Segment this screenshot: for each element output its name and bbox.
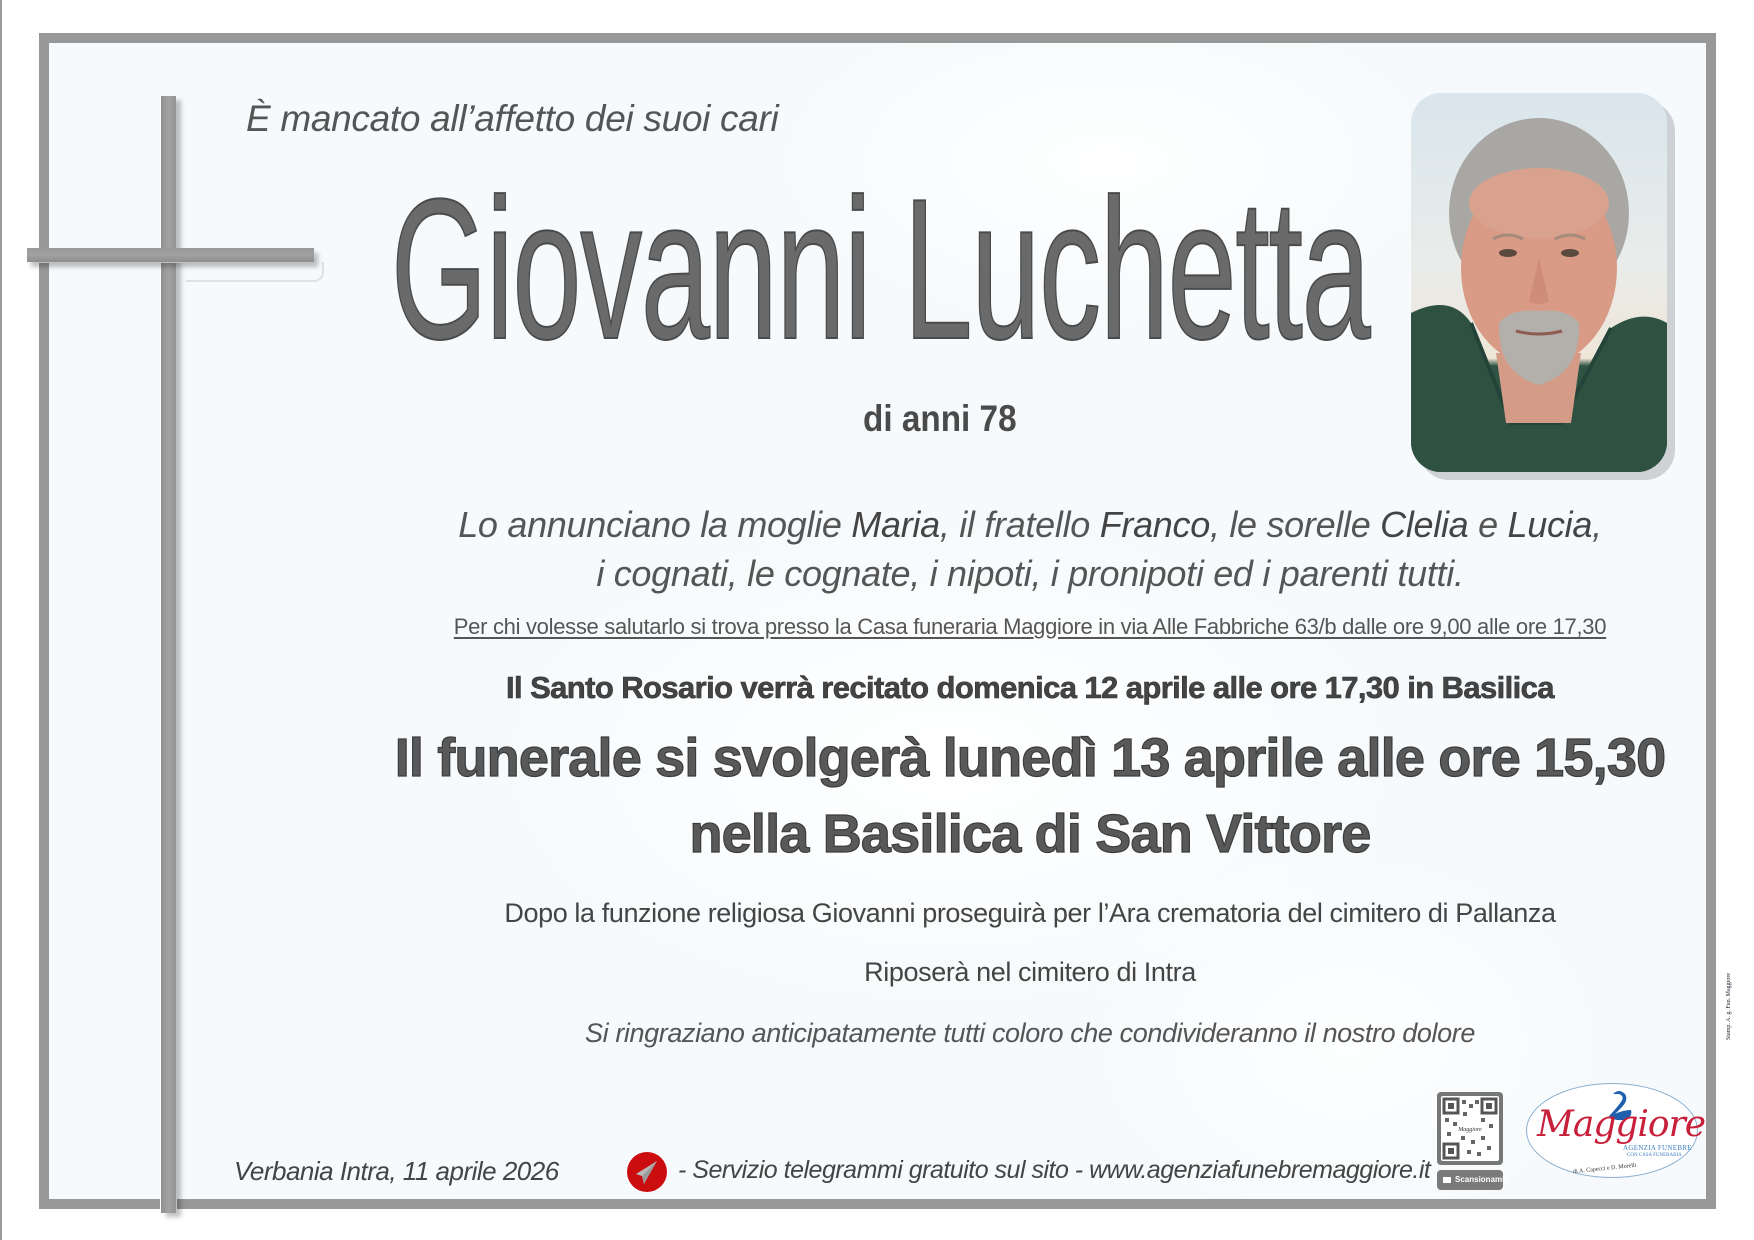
burial-info: Riposerà nel cimitero di Intra: [864, 957, 1196, 987]
announcement-text: , le sorelle: [1209, 504, 1381, 545]
portrait-photo: [1411, 93, 1667, 472]
paper-plane-icon: [627, 1152, 667, 1192]
family-member-sister-2: Lucia: [1507, 504, 1593, 545]
rosary-info: Il Santo Rosario verrà recitato domenica 12 aprile alle ore 17,30 in Basilica: [506, 670, 1554, 705]
telegram-paper-plane-icon[interactable]: [627, 1152, 667, 1192]
printer-stamp: Stamp. A. g. Fun. Maggiore: [1726, 973, 1732, 1040]
agency-logo: [1526, 1083, 1706, 1178]
announcement-text: , il fratello: [939, 504, 1100, 545]
scan-me-label: Scansionami!: [1455, 1175, 1508, 1184]
cross-icon-horizontal-bar: [27, 248, 314, 262]
logo-owners: di A. Capecci e D. Morelli: [1572, 1162, 1637, 1176]
family-member-wife: Maria: [851, 504, 940, 545]
page-edge-line: [0, 0, 2, 1240]
announcement-text: Lo annunciano la moglie: [458, 504, 852, 545]
svg-text:Maggiore: Maggiore: [1458, 1127, 1482, 1133]
logo-name: Maggiore: [1537, 1104, 1706, 1145]
family-member-brother: Franco: [1099, 504, 1210, 545]
scan-me-button[interactable]: [1437, 1170, 1508, 1190]
announcement-line-2: i cognati, le cognate, i nipoti, i pronipoti ed i parenti tutti.: [596, 553, 1464, 594]
logo-subtitle: AGENZIA FUNEBRE: [1623, 1144, 1692, 1152]
cross-icon-vertical-bar: [161, 96, 176, 1213]
family-member-sister-1: Clelia: [1380, 504, 1469, 545]
portrait-illustration: [1411, 93, 1667, 472]
deceased-name: [378, 150, 1382, 390]
telegram-service-link[interactable]: - Servizio telegrammi gratuito sul sito - www.agenziafunebremaggiore.it: [678, 1156, 1431, 1184]
announcement-text: e: [1468, 504, 1508, 545]
age-text: di anni 78: [863, 398, 1017, 439]
announcement-line-1: [340, 504, 1720, 546]
visitation-info: Per chi volesse salutarlo si trova presso la Casa funeraria Maggiore in via Alle Fabbriche 63/b dalle ore 9,00 alle ore 17,30: [453, 614, 1607, 639]
thanks-text: Si ringraziano anticipatamente tutti coloro che condivideranno il nostro dolore: [585, 1018, 1475, 1048]
funeral-info-line-1: Il funerale si svolgerà lunedì 13 aprile alle ore 15,30: [394, 728, 1666, 788]
qr-pattern-icon: [1441, 1096, 1499, 1161]
qr-code-image: [1441, 1096, 1499, 1161]
logo-subtitle-2: CON CASA FUNERARIA: [1627, 1153, 1682, 1158]
place-date: Verbania Intra, 11 aprile 2026: [234, 1156, 559, 1186]
deceased-name-text: Giovanni Luchetta: [390, 158, 1370, 381]
cross-outline: [186, 262, 324, 282]
play-icon: [1443, 1177, 1451, 1183]
qr-code[interactable]: [1437, 1092, 1503, 1165]
announcement-text: ,: [1592, 504, 1602, 545]
funeral-info-line-2: nella Basilica di San Vittore: [689, 804, 1371, 864]
after-service-info: Dopo la funzione religiosa Giovanni proseguirà per l’Ara crematoria del cimitero di Pallanza: [504, 898, 1556, 928]
intro-text: È mancato all’affetto dei suoi cari: [246, 98, 779, 139]
